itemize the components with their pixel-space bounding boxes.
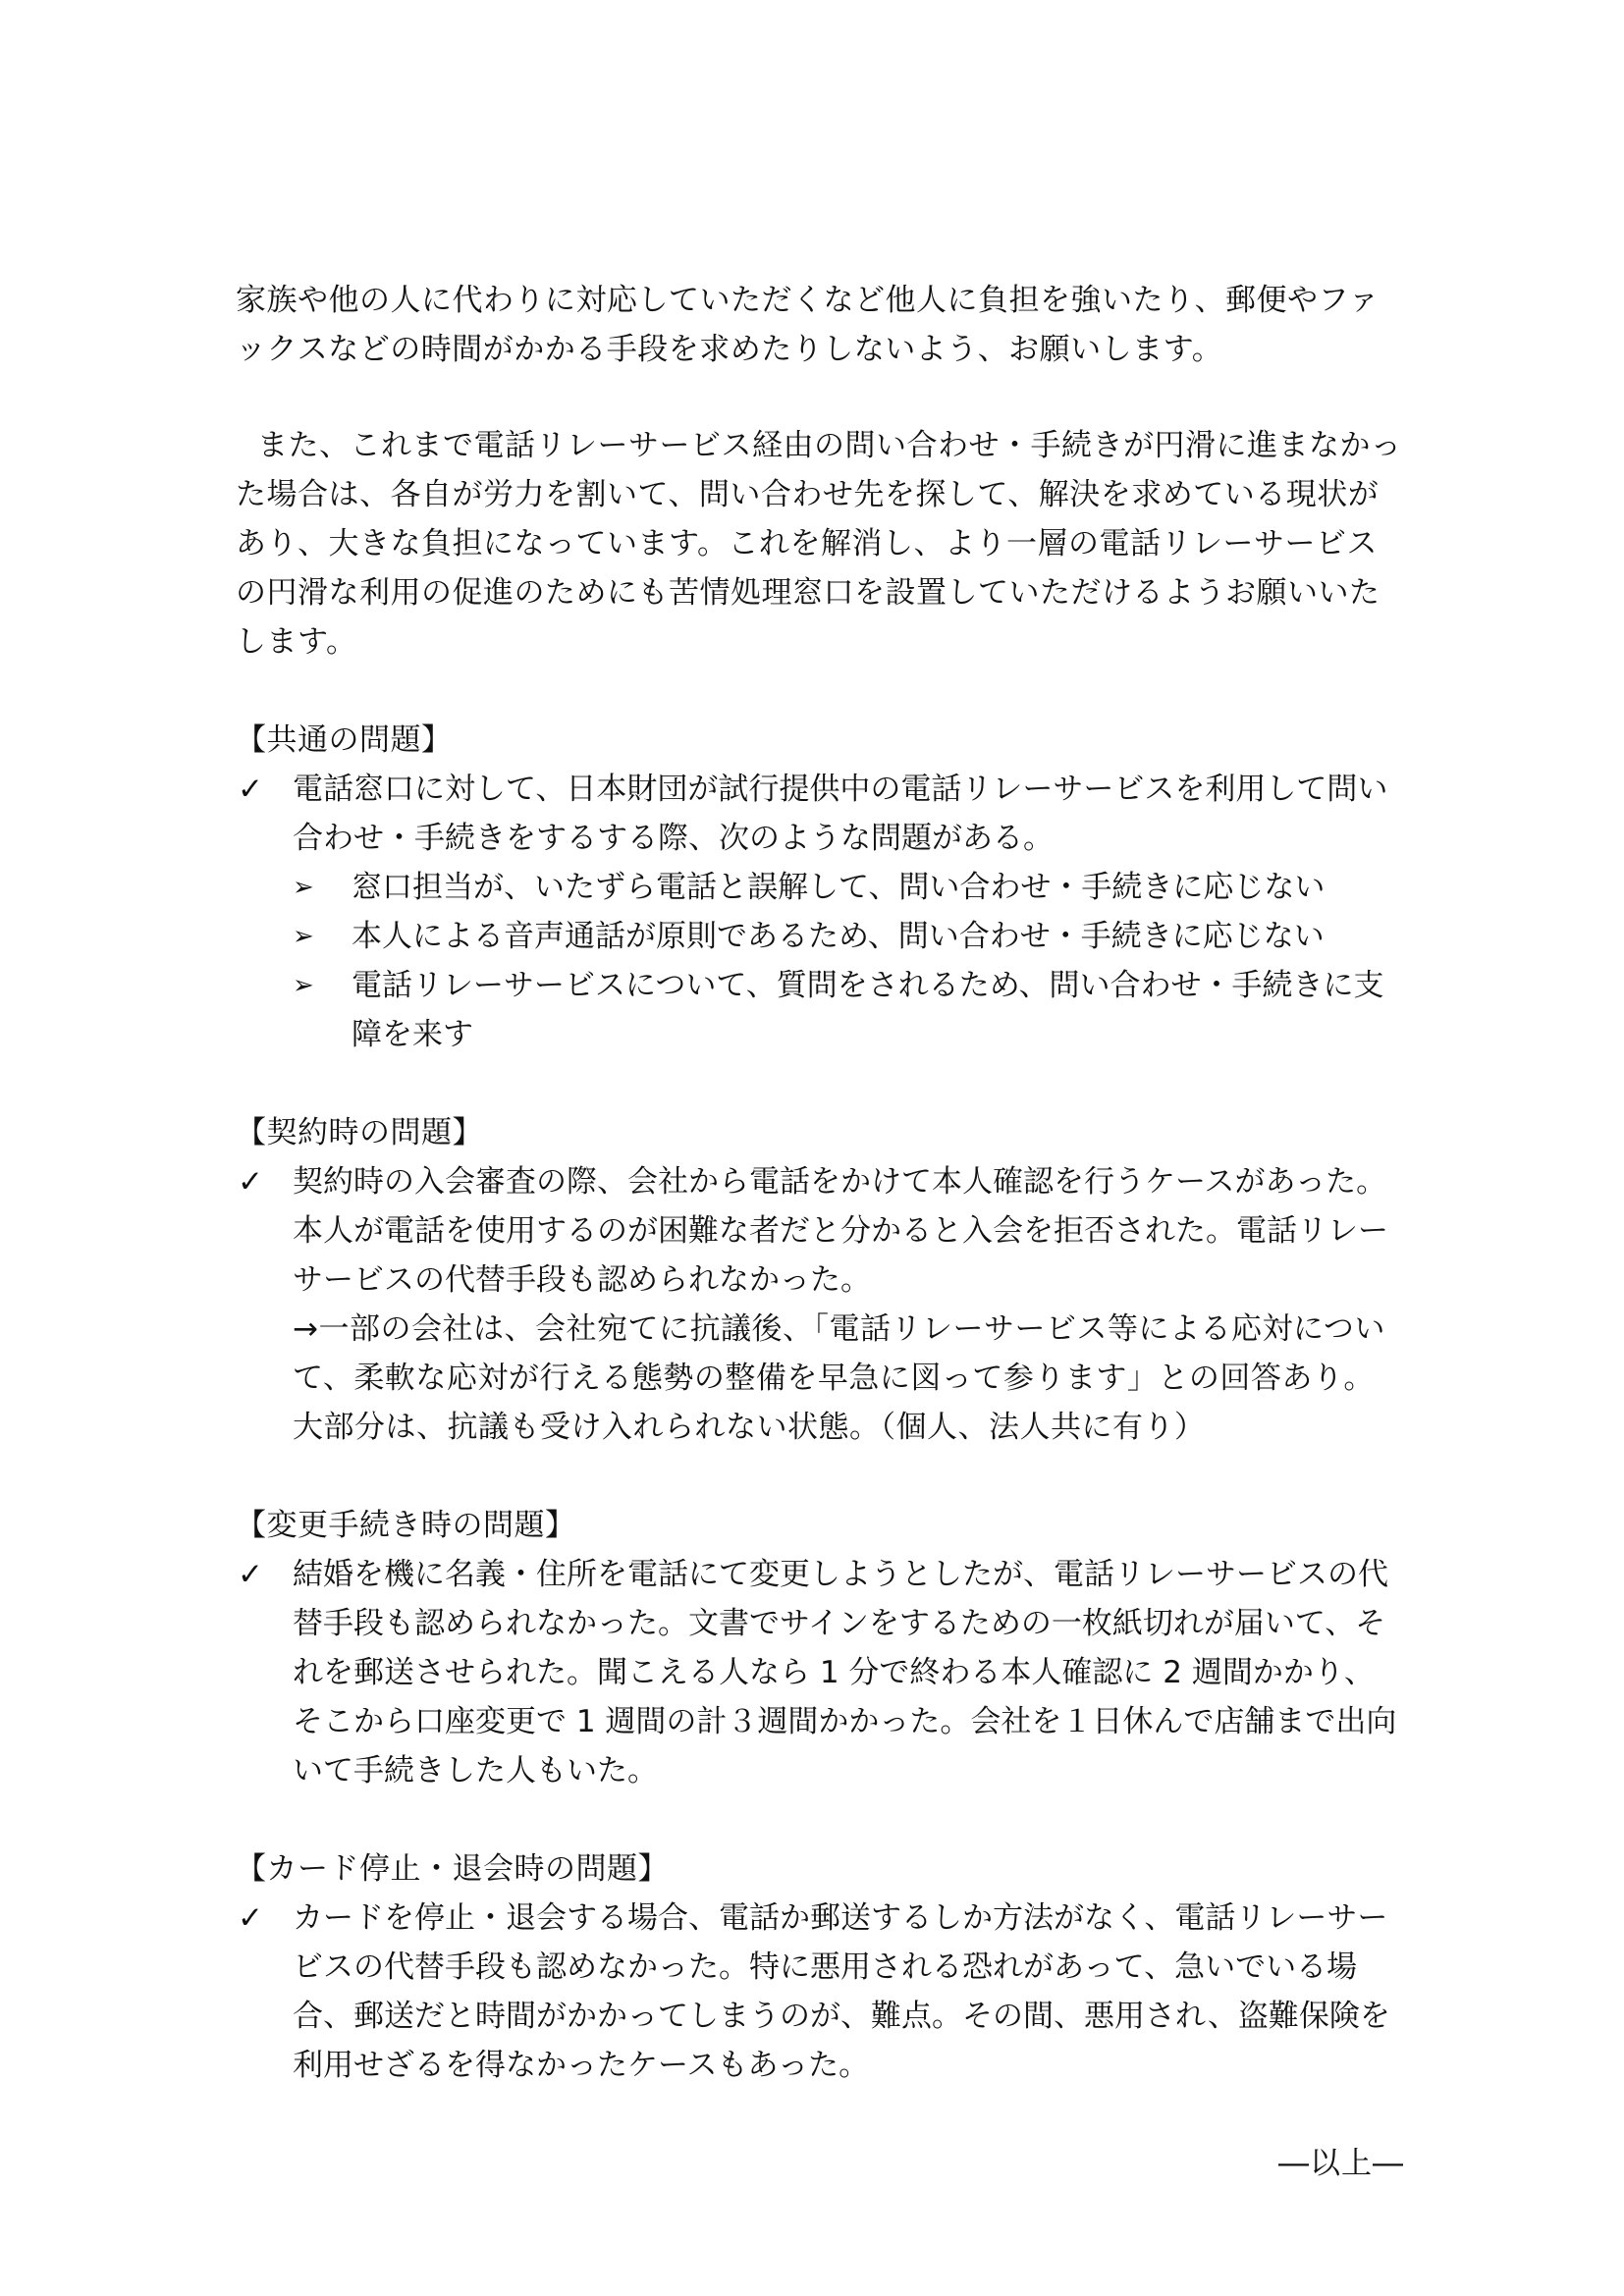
check-icon: ✓ [238, 772, 263, 807]
section-card [236, 1844, 1404, 2090]
list-item [236, 961, 1404, 1059]
check-item-text: 結婚を機に名義・住所を電話にて変更しようとしたが、電話リレーサービスの代替手段も認められなかった。文書でサインをするための一枚紙切れが届いて、それを郵送させられた。聞こえる人なら 1 分で終わる本人確認に 2 週間かかり、そこから口座変更で 1 週間の計３週間かかった。会社を１日休んで店舗まで出向いて手続きした人もいた。 [293, 1557, 1397, 1789]
check-icon: ✓ [238, 1900, 263, 1936]
document-body [236, 276, 1404, 2188]
check-item-text: カードを停止・退会する場合、電話か郵送するしか方法がなく、電話リレーサービスの代替手段も認めなかった。特に悪用される恐れがあって、急いでいる場合、郵送だと時間がかかってしまうのが、難点。その間、悪用され、盗難保険を利用せざるを得なかったケースもあった。 [293, 1900, 1390, 2083]
arrow-bullet-icon: ➢ [293, 971, 314, 1000]
check-item-text: 契約時の入会審査の際、会社から電話をかけて本人確認を行うケースがあった。本人が電話を使用するのが困難な者だと分かると入会を拒否された。電話リレーサービスの代替手段も認められなかった。 [293, 1164, 1388, 1298]
check-item-change [236, 1550, 1404, 1795]
contract-note: →一部の会社は、会社宛てに抗議後、「電話リレーサービス等による応対について、柔軟な応対が行える態勢の整備を早急に図って参ります」との回答あり。大部分は、抗議も受け入れられない状態。（個人、法人共に有り） [293, 1311, 1385, 1445]
closing-mark: ―以上― [1278, 2146, 1404, 2181]
section-change [236, 1501, 1404, 1795]
section-heading-common: 【共通の問題】 [236, 722, 453, 758]
check-item-card [236, 1894, 1404, 2090]
sub-item-text: 電話リレーサービスについて、質問をされるため、問い合わせ・手続きに支障を来す [352, 968, 1384, 1052]
section-heading-contract: 【契約時の問題】 [236, 1115, 483, 1150]
list-item [236, 863, 1404, 912]
section-heading-change: 【変更手続き時の問題】 [236, 1508, 576, 1543]
sub-item-text: 窓口担当が、いたずら電話と誤解して、問い合わせ・手続きに応じない [352, 870, 1326, 905]
check-icon: ✓ [238, 1164, 263, 1200]
check-item-text: 電話窓口に対して、日本財団が試行提供中の電話リレーサービスを利用して問い合わせ・手続きをするする際、次のような問題がある。 [293, 772, 1388, 856]
check-item-contract [236, 1157, 1404, 1305]
sub-item-text: 本人による音声通話が原則であるため、問い合わせ・手続きに応じない [352, 919, 1325, 954]
intro-paragraph-1: 家族や他の人に代わりに対応していただくなど他人に負担を強いたり、郵便やファックスなどの時間がかかる手段を求めたりしないよう、お願いします。 [236, 283, 1380, 367]
section-contract [236, 1108, 1404, 1452]
check-item-common [236, 765, 1404, 863]
list-item [236, 912, 1404, 961]
arrow-bullet-icon: ➢ [293, 922, 314, 951]
section-common [236, 716, 1404, 1059]
check-icon: ✓ [238, 1557, 263, 1592]
intro-paragraph-2: また、これまで電話リレーサービス経由の問い合わせ・手続きが円滑に進まなかった場合は、各自が労力を割いて、問い合わせ先を探して、解決を求めている現状があり、大きな負担になっています。これを解消し、より一層の電話リレーサービスの円滑な利用の促進のためにも苦情処理窓口を設置していただけるようお願いいたします。 [236, 428, 1402, 660]
arrow-bullet-icon: ➢ [293, 873, 314, 902]
section-heading-card: 【カード停止・退会時の問題】 [236, 1851, 669, 1887]
common-sub-list [236, 863, 1404, 1059]
